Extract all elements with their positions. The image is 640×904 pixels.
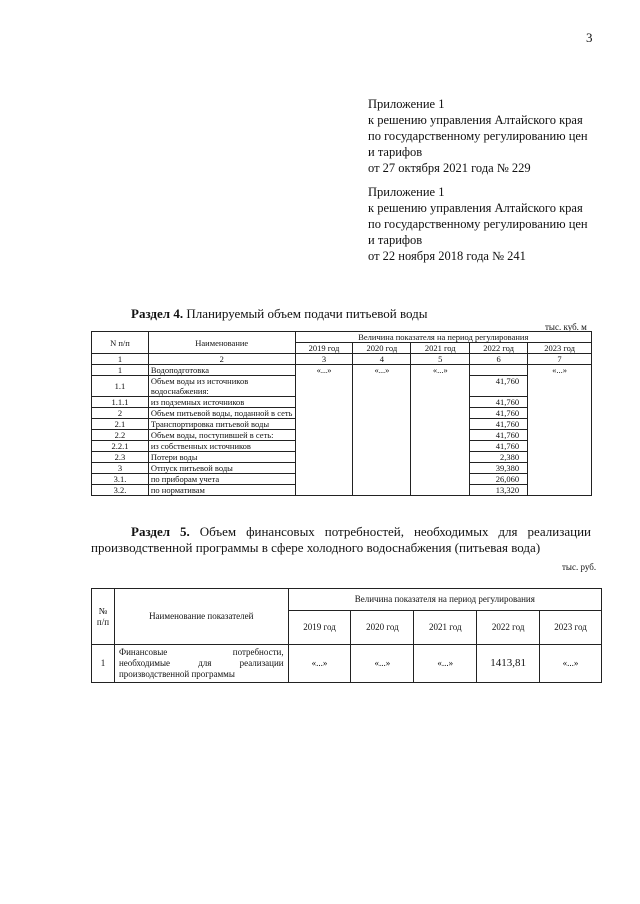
section5-title-line1 [91, 524, 591, 540]
value-2022: 26,060 [470, 474, 528, 485]
year-header: 2023 год [540, 611, 602, 645]
section5-unit: тыс. руб. [562, 562, 597, 572]
col-period-header: Величина показателя на период регулирования [288, 589, 601, 611]
row-num: 1.1 [92, 376, 149, 397]
annex-line: по государственному регулированию цен [368, 217, 588, 231]
table-row [92, 365, 592, 376]
annex-block-original [368, 184, 588, 264]
value-2023: «...» [540, 645, 602, 683]
value-2021: «...» [414, 645, 477, 683]
value-2019: «...» [295, 365, 353, 496]
year-header: 2022 год [470, 343, 528, 354]
row-name-line: необходимые для реализации [118, 658, 284, 668]
section5-title-text: Объем финансовых потребностей, необходимых для реализации [189, 524, 591, 539]
annex-line: Приложение 1 [368, 185, 445, 199]
col-name-header: Наименование [148, 332, 295, 354]
water-volume-table [91, 331, 592, 496]
col-num-header: № п/п [92, 589, 115, 645]
row-name-line: производственной программы [118, 669, 235, 679]
col-name-header: Наименование показателей [114, 589, 288, 645]
section4-title-text: Планируемый объем подачи питьевой воды [183, 306, 428, 321]
row-num: 2 [92, 408, 149, 419]
value-2022: 13,320 [470, 485, 528, 496]
row-name-line: Финансовые потребности, [118, 647, 284, 657]
year-header: 2020 год [351, 611, 414, 645]
section4-title [131, 306, 428, 322]
row-num: 3 [92, 463, 149, 474]
row-num: 2.2 [92, 430, 149, 441]
year-header: 2023 год [528, 343, 592, 354]
year-header: 2021 год [411, 343, 470, 354]
row-name: Транспортировка питьевой воды [148, 419, 295, 430]
value-2022: 1413,81 [477, 645, 540, 683]
value-2022: 41,760 [470, 430, 528, 441]
value-2022: 41,760 [470, 408, 528, 419]
annex-line: к решению управления Алтайского края [368, 201, 583, 215]
row-name: Отпуск питьевой воды [148, 463, 295, 474]
value-2022: 41,760 [470, 419, 528, 430]
row-num: 3.2. [92, 485, 149, 496]
row-num: 1 [92, 365, 149, 376]
row-name: Водоподготовка [148, 365, 295, 376]
annex-block-current [368, 96, 588, 176]
row-num: 2.3 [92, 452, 149, 463]
col-period-header: Величина показателя на период регулирования [295, 332, 591, 343]
annex-line: по государственному регулированию цен [368, 129, 588, 143]
row-name: из собственных источников [148, 441, 295, 452]
col-index: 6 [470, 354, 528, 365]
value-2019: «...» [288, 645, 351, 683]
col-index: 7 [528, 354, 592, 365]
value-2020: «...» [353, 365, 411, 496]
row-num: 3.1. [92, 474, 149, 485]
row-name: по нормативам [148, 485, 295, 496]
annex-line: и тарифов [368, 145, 423, 159]
value-2022: 2,380 [470, 452, 528, 463]
row-num: 2.2.1 [92, 441, 149, 452]
value-2022: 41,760 [470, 376, 528, 397]
row-name: Потери воды [148, 452, 295, 463]
col-index: 5 [411, 354, 470, 365]
year-header: 2019 год [288, 611, 351, 645]
section4-title-bold: Раздел 4. [131, 306, 184, 321]
year-header: 2020 год [353, 343, 411, 354]
row-name: Объем воды, поступившей в сеть: [148, 430, 295, 441]
value-2022: 39,380 [470, 463, 528, 474]
annex-line: от 22 ноября 2018 года № 241 [368, 249, 526, 263]
section5-title-line2: производственной программы в сфере холодного водоснабжения (питьевая вода) [91, 540, 541, 555]
annex-line: к решению управления Алтайского края [368, 113, 583, 127]
year-header: 2019 год [295, 343, 353, 354]
value-2022: 41,760 [470, 441, 528, 452]
row-name: по приборам учета [148, 474, 295, 485]
row-num: 1.1.1 [92, 397, 149, 408]
col-index: 4 [353, 354, 411, 365]
annex-line: от 27 октября 2021 года № 229 [368, 161, 531, 175]
value-2022 [470, 365, 528, 376]
row-name: из подземных источников [148, 397, 295, 408]
value-2021: «...» [411, 365, 470, 496]
row-name: Объем питьевой воды, поданной в сеть [148, 408, 295, 419]
annex-line: Приложение 1 [368, 97, 445, 111]
section5-title [91, 524, 591, 556]
financial-needs-table [91, 588, 602, 683]
value-2023: «...» [528, 365, 592, 496]
section4-unit: тыс. куб. м [545, 322, 587, 332]
value-2020: «...» [351, 645, 414, 683]
col-index: 3 [295, 354, 353, 365]
row-name: Объем воды из источников водоснабжения: [148, 376, 295, 397]
annex-line: и тарифов [368, 233, 423, 247]
row-name [114, 645, 288, 683]
year-header: 2021 год [414, 611, 477, 645]
col-num-header: N п/п [92, 332, 149, 354]
col-index: 2 [148, 354, 295, 365]
table-row [92, 645, 602, 683]
value-2022: 41,760 [470, 397, 528, 408]
row-num: 1 [92, 645, 115, 683]
year-header: 2022 год [477, 611, 540, 645]
page-number: 3 [586, 30, 593, 45]
row-num: 2.1 [92, 419, 149, 430]
col-index: 1 [92, 354, 149, 365]
section5-title-bold: Раздел 5. [131, 524, 190, 539]
